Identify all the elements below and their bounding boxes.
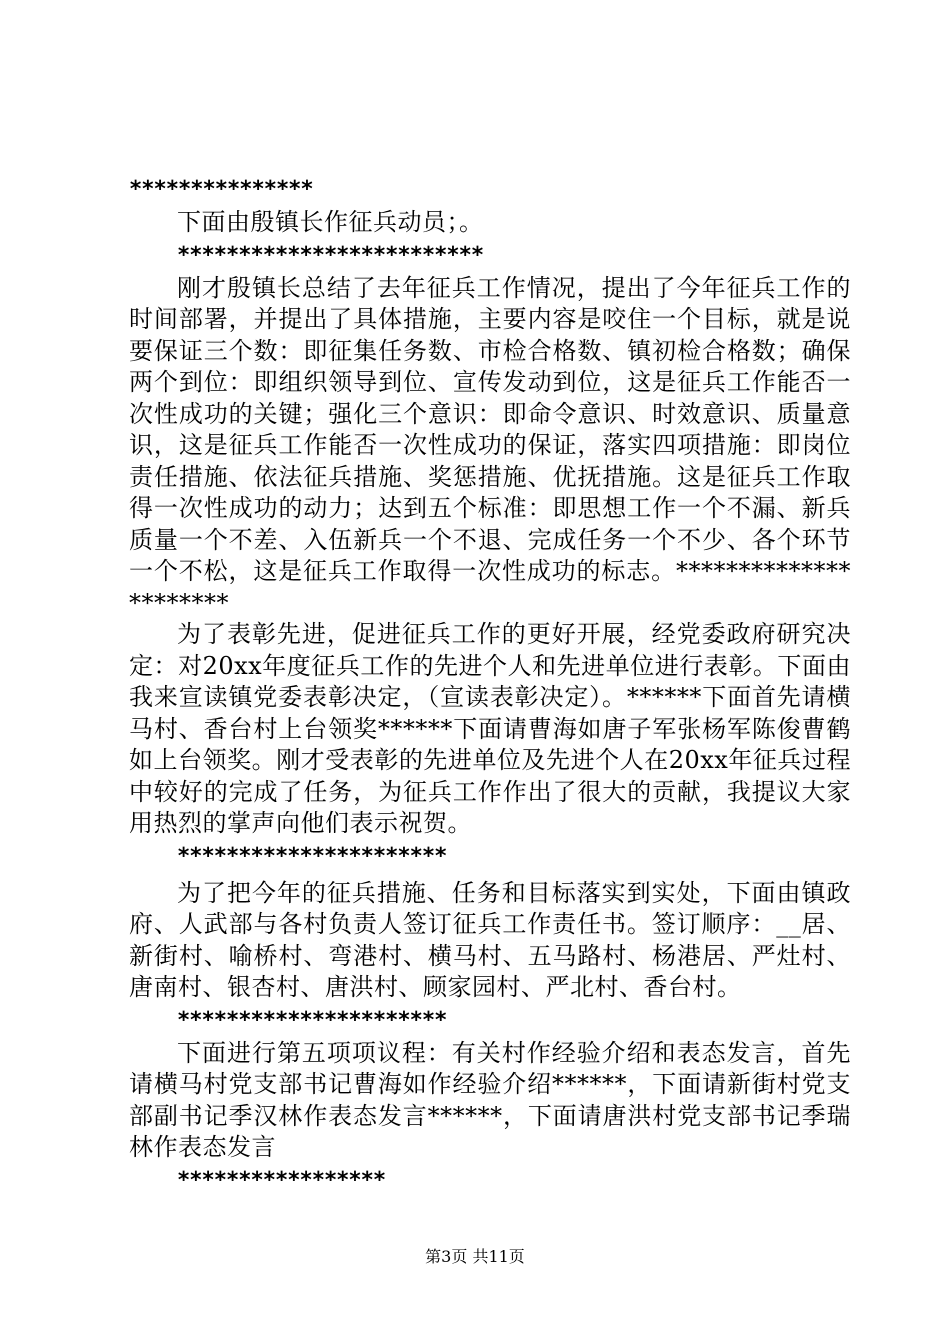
paragraph-mobilization: 下面由殷镇长作征兵动员；。	[177, 208, 484, 236]
separator-stars: **********************	[177, 843, 447, 869]
separator-stars: *************************	[177, 242, 484, 268]
separator-stars: ***************	[129, 177, 313, 202]
separator-stars: *****************	[177, 1167, 386, 1193]
page-footer: 第3页 共11页	[425, 1247, 525, 1266]
paragraph-commendation: 为了表彰先进，促进征兵工作的更好开展，经党委政府研究决定：对20xx年度征兵工作的先进个人和先进单位进行表彰。下面由我来宣读镇党委表彰决定，（宣读表彰决定）。******下面首先请横马村、香台村上台领奖******下面请曹海如唐子军张杨军陈俊曹鹤如上台领奖。刚才受表彰的先进单位及先进个人在20xx年征兵过程中较好的完成了任务，为征兵工作作出了很大的贡献，我提议大家用热烈的掌声向他们表示祝贺。	[129, 620, 851, 837]
paragraph-signing: 为了把今年的征兵措施、任务和目标落实到实处，下面由镇政府、人武部与各村负责人签订征兵工作责任书。签订顺序：__居、新街村、喻桥村、弯港村、横马村、五马路村、杨港居、严灶村、唐南村、银杏村、唐洪村、顾家园村、严北村、香台村。	[129, 878, 851, 1001]
separator-stars: **********************	[177, 1007, 447, 1033]
paragraph-summary: 刚才殷镇长总结了去年征兵工作情况，提出了今年征兵工作的时间部署，并提出了具体措施，主要内容是咬住一个目标，就是说要保证三个数：即征集任务数、市检合格数、镇初检合格数；确保两个到位：即组织领导到位、宣传发动到位，这是征兵工作能否一次性成功的关键；强化三个意识：即命令意识、时效意识、质量意识，这是征兵工作能否一次性成功的保证，落实四项措施：即岗位责任措施、依法征兵措施、奖惩措施、优抚措施。这是征兵工作取得一次性成功的动力；达到五个标准：即思想工作一个不漏、新兵质量一个不差、入伍新兵一个不退、完成任务一个不少、各个环节一个不松，这是征兵工作取得一次性成功的标志。**********************	[129, 273, 851, 617]
document-body	[129, 173, 851, 1198]
paragraph-speeches: 下面进行第五项项议程：有关村作经验介绍和表态发言，首先请横马村党支部书记曹海如作经验介绍******，下面请新街村党支部副书记季汉林作表态发言******，下面请唐洪村党支部书记季瑞林作表态发言	[129, 1038, 851, 1161]
